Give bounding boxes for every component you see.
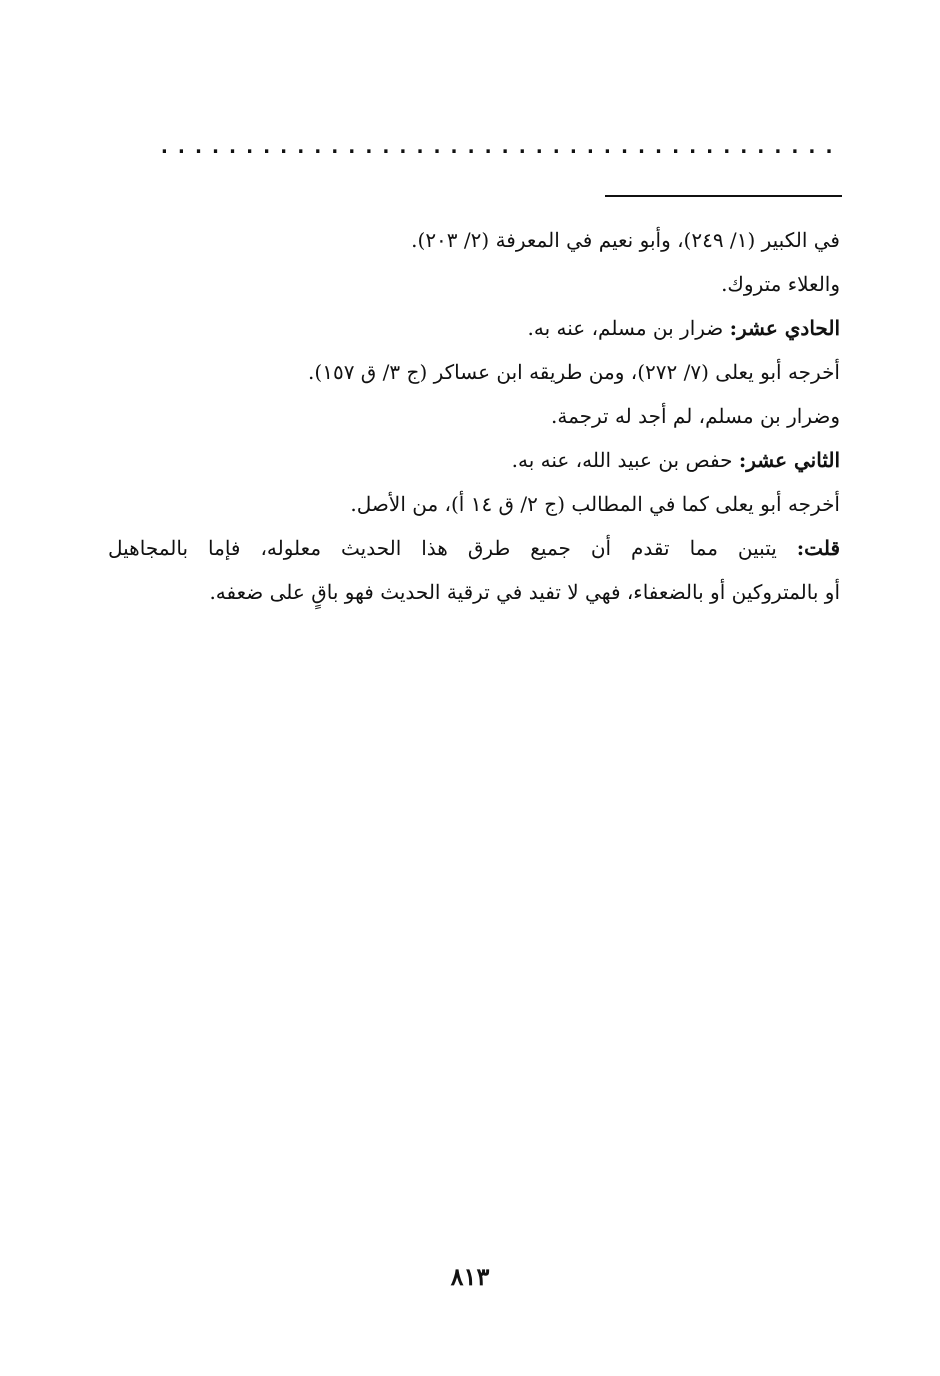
separator-dots: ........................................ xyxy=(158,136,840,156)
page-number: ٨١٣ xyxy=(450,1262,490,1291)
footnote-line-9: أو بالمتروكين أو بالضعفاء، فهي لا تفيد في ترقية الحديث فهو باقٍ على ضعفه. xyxy=(209,580,840,604)
footnote-line-6-text: حفص بن عبيد الله، عنه به. xyxy=(511,448,739,472)
footnote-block xyxy=(108,218,840,614)
footnote-line-6-lead: الثاني عشر: xyxy=(738,448,840,472)
footnote-line-8 xyxy=(108,526,840,570)
footnote-line-2: والعلاء متروك. xyxy=(721,272,840,296)
footnote-line-8-text: يتبين مما تقدم أن جميع طرق هذا الحديث معلوله، فإما بالمجاهيل xyxy=(108,536,797,560)
footnote-line-8-lead: قلت: xyxy=(796,536,840,560)
footnote-line-4: أخرجه أبو يعلى (٧/ ٢٧٢)، ومن طريقه ابن عساكر (ج ٣/ ق ١٥٧). xyxy=(308,360,840,384)
footnote-line-5: وضرار بن مسلم، لم أجد له ترجمة. xyxy=(550,404,840,428)
footnote-line-7: أخرجه أبو يعلى كما في المطالب (ج ٢/ ق ١٤ أ)، من الأصل. xyxy=(350,492,840,516)
footnote-line-3 xyxy=(108,306,840,350)
footnote-line-3-text: ضرار بن مسلم، عنه به. xyxy=(527,316,730,340)
footnote-line-3-lead: الحادي عشر: xyxy=(729,316,840,340)
footnote-line-6 xyxy=(108,438,840,482)
footnote-rule xyxy=(605,195,842,197)
footnote-line-1: في الكبير (١/ ٢٤٩)، وأبو نعيم في المعرفة (٢/ ٢٠٣). xyxy=(411,228,840,252)
